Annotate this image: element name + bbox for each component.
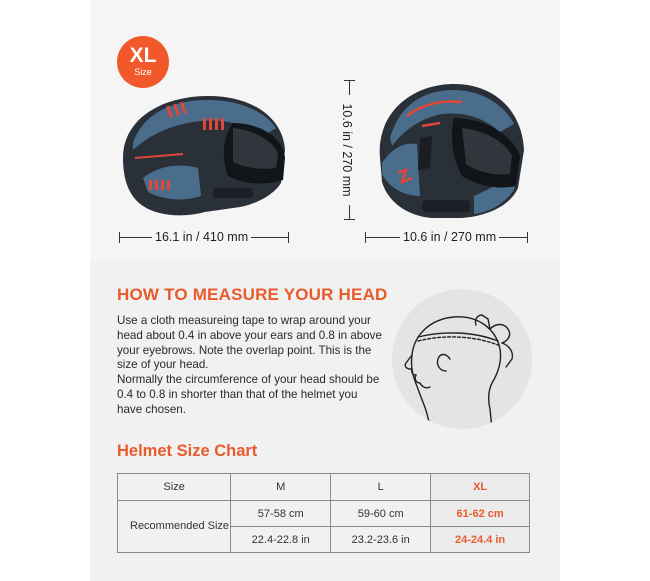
header-xl: XL: [431, 474, 530, 501]
width-dimension-tick-left: [119, 232, 120, 243]
header-l: L: [331, 474, 431, 501]
cell-l-inch: 23.2-23.6 in: [331, 527, 431, 553]
size-badge: [117, 36, 169, 88]
size-chart-title: Helmet Size Chart: [117, 442, 258, 460]
table-row: [118, 474, 530, 501]
cell-l-cm: 59-60 cm: [331, 501, 431, 527]
depth-dimension-label: 10.6 in / 270 mm: [400, 230, 499, 244]
head-outline-icon: [392, 289, 532, 429]
width-dimension-label: 16.1 in / 410 mm: [152, 230, 251, 244]
cell-xl-inch: 24-24.4 in: [431, 527, 530, 553]
measure-instructions: [117, 314, 382, 418]
cell-m-inch: 22.4-22.8 in: [231, 527, 331, 553]
height-dimension-tick-bottom: [344, 219, 355, 220]
height-dimension-label: 10.6 in / 270 mm: [340, 95, 354, 205]
width-dimension-tick-right: [288, 232, 289, 243]
helmet-side-view-image: [113, 88, 291, 223]
measure-title: HOW TO MEASURE YOUR HEAD: [117, 285, 388, 304]
header-size: Size: [118, 474, 231, 501]
header-m: M: [231, 474, 331, 501]
size-chart-table: [117, 473, 530, 553]
measure-paragraph-1: Use a cloth measureing tape to wrap around your head about 0.4 in above your ears and 0.8 in above your eyebrows. Note the overlap point. This is the size of your head.: [117, 314, 382, 372]
measure-paragraph-2: Normally the circumference of your head should be 0.4 to 0.8 in shorter than that of the helmet you have chosen.: [117, 373, 380, 416]
table-row: [118, 501, 530, 527]
size-badge-value: XL: [129, 44, 157, 67]
height-dimension-tick-top: [344, 80, 355, 81]
cell-m-cm: 57-58 cm: [231, 501, 331, 527]
cell-xl-cm: 61-62 cm: [431, 501, 530, 527]
size-badge-label: Size: [134, 67, 152, 77]
head-measure-illustration: [392, 289, 532, 429]
depth-dimension-tick-left: [365, 232, 366, 243]
row-label-recommended-size: Recommended Size: [118, 501, 231, 553]
depth-dimension-tick-right: [527, 232, 528, 243]
helmet-front-view-image: [362, 78, 530, 223]
